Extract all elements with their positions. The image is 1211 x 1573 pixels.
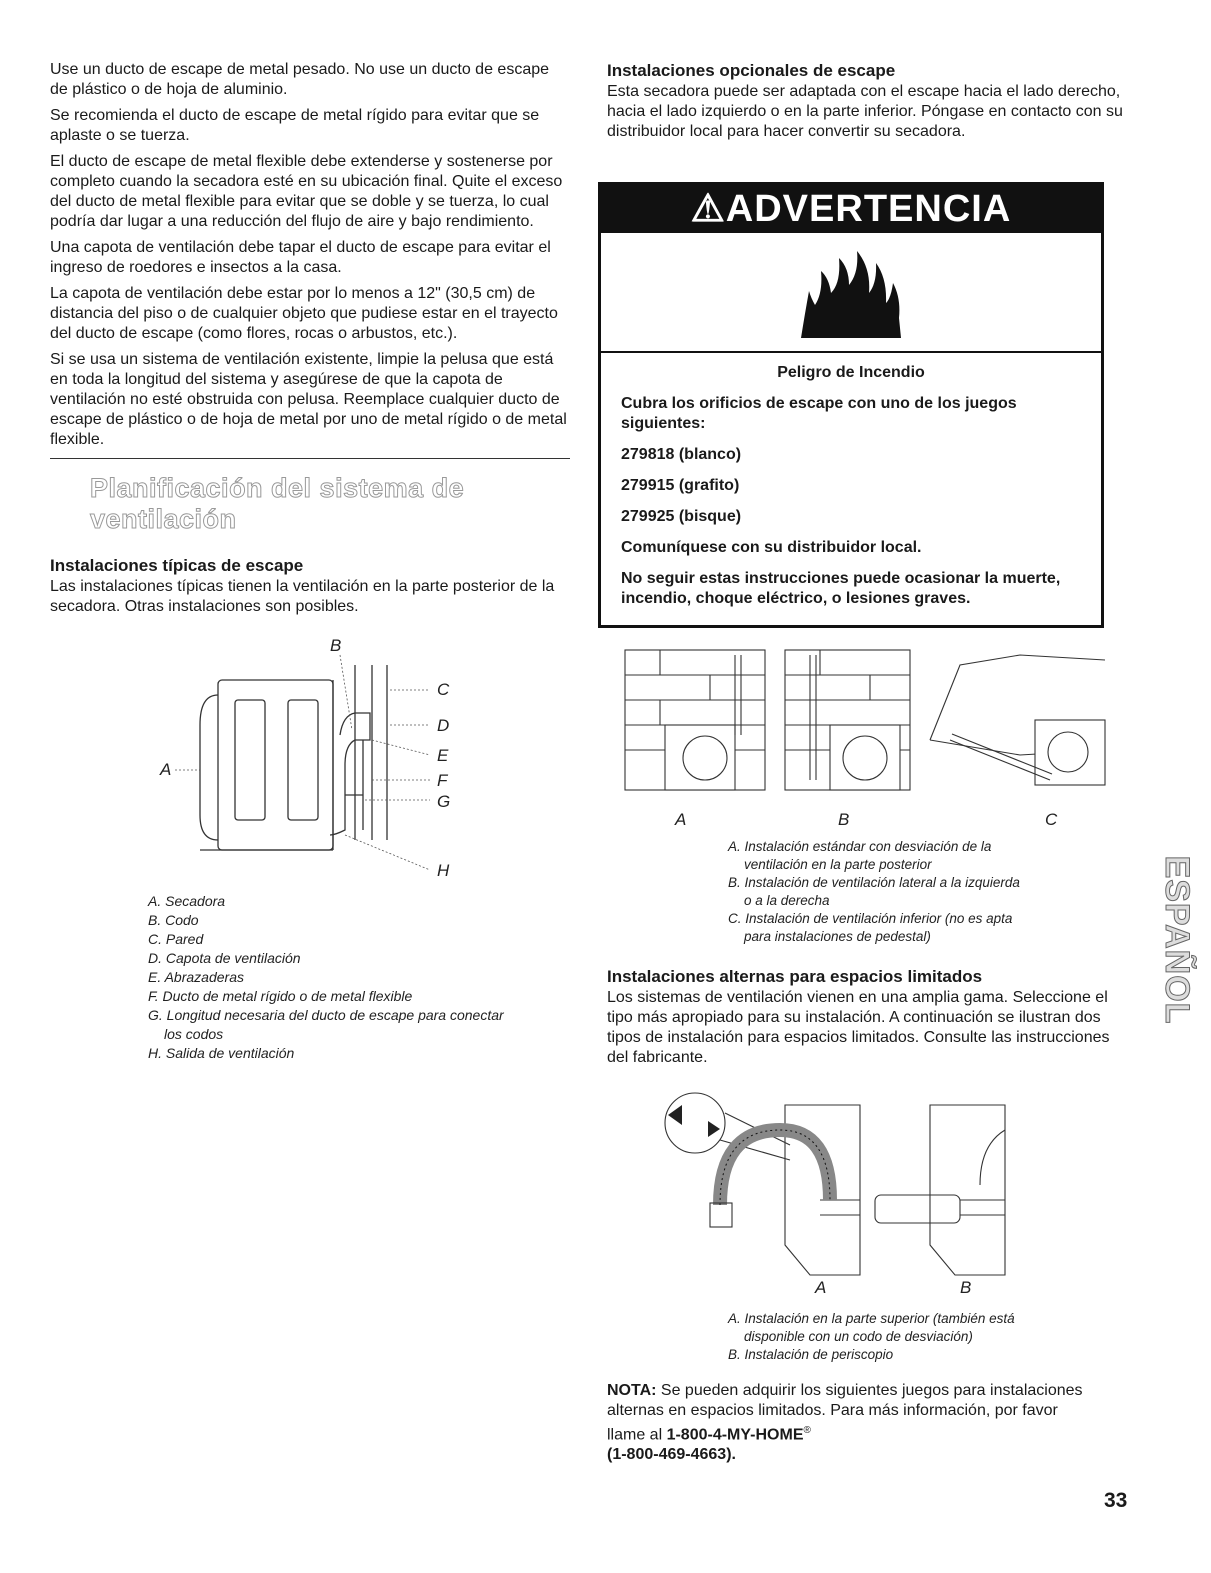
limited-legend <box>728 1310 1108 1364</box>
heading-optional: Instalaciones opcionales de escape <box>607 61 896 80</box>
fig-label-e: E <box>437 746 449 765</box>
fig-label-h: H <box>437 861 450 880</box>
legend-item: B. Instalación de periscopio <box>728 1347 894 1362</box>
fig-label-c: C <box>437 680 450 699</box>
legend-item: C. Instalación de ventilación inferior (no es apta <box>728 911 1013 926</box>
paragraph: Esta secadora puede ser adaptada con el escape hacia el lado derecho, hacia el lado izquierdo o en la parte inferior. Póngase en contacto con su distribuidor local para hacer convertir su secadora. <box>607 83 1123 140</box>
fig-label-d: D <box>437 716 450 735</box>
legend-item: o a la derecha <box>744 893 830 908</box>
legend-item: ventilación en la parte posterior <box>744 857 932 872</box>
options-legend <box>728 838 1108 946</box>
legend-item: G. Longitud necesaria del ducto de escape para conectar <box>148 1007 504 1023</box>
paragraph: La capota de ventilación debe estar por lo menos a 12" (30,5 cm) de distancia del piso o de cualquier objeto que pudiese estar en el trayecto del ducto de escape (como flores, rocas o arbustos, etc.). <box>50 285 558 342</box>
section-title: Planificación del sistema de ventilación <box>90 473 465 534</box>
paragraph: Use un ducto de escape de metal pesado. No use un ducto de escape de plástico o de hoja de aluminio. <box>50 61 550 98</box>
warning-text: No seguir estas instrucciones puede ocasionar la muerte, incendio, choque eléctrico, o lesiones graves. <box>621 570 1061 607</box>
paragraph: El ducto de escape de metal flexible debe extenderse y sostenerse por completo cuando la secadora esté en su ubicación final. Quite el exceso del ducto de metal flexible para evitar que se doble y se tuerza, lo cual podría dar lugar a una reducción del flujo de aire y bajo rendimiento. <box>50 153 563 230</box>
typical-legend <box>148 892 568 1063</box>
warning-triangle-icon: ⚠ <box>690 188 726 230</box>
fig-label-b: B <box>330 636 342 655</box>
legend-item: A. Secadora <box>148 893 226 909</box>
legend-item: E. Abrazaderas <box>148 969 244 985</box>
legend-item: C. Pared <box>148 931 204 947</box>
language-side-tab <box>1152 820 1198 1060</box>
kit-item: 279915 (grafito) <box>621 477 740 494</box>
warning-text: Cubra los orificios de escape con uno de los juegos siguientes: <box>621 395 1017 432</box>
fig-label-a: A <box>815 1278 827 1297</box>
fig-label-f: F <box>437 771 448 790</box>
kit-item: 279925 (bisque) <box>621 508 742 525</box>
fig-label-b: B <box>960 1278 972 1297</box>
legend-item: A. Instalación estándar con desviación de la <box>728 839 992 854</box>
legend-item: B. Codo <box>148 912 199 928</box>
paragraph: Las instalaciones típicas tienen la ventilación en la parte posterior de la secadora. Otras instalaciones son posibles. <box>50 578 555 615</box>
page-number: 33 <box>1104 1489 1128 1512</box>
right-column-top <box>607 60 1127 148</box>
note-paragraph <box>607 1381 1087 1465</box>
legend-item: H. Salida de ventilación <box>148 1045 295 1061</box>
left-column <box>50 60 570 623</box>
legend-item: F. Ducto de metal rígido o de metal flexible <box>148 988 413 1004</box>
paragraph: Una capota de ventilación debe tapar el ducto de escape para evitar el ingreso de roedores e insectos a la casa. <box>50 239 551 276</box>
limited-space-diagram <box>660 1085 1040 1300</box>
registered-mark: ® <box>803 1425 811 1436</box>
language-tab-label: ESPAÑOL <box>1158 855 1197 1025</box>
warning-header <box>601 185 1101 233</box>
phone-number: 1-800-4-MY-HOME <box>666 1426 804 1444</box>
heading-alt: Instalaciones alternas para espacios limitados <box>607 967 983 986</box>
warning-text: Comuníquese con su distribuidor local. <box>621 539 922 556</box>
legend-item: B. Instalación de ventilación lateral a la izquierda <box>728 875 1020 890</box>
legend-item: para instalaciones de pedestal) <box>744 929 931 944</box>
installation-options-diagram <box>620 640 1110 830</box>
legend-item: los codos <box>164 1026 224 1042</box>
fig-label-a: A <box>160 760 172 779</box>
phone-number-alt: (1-800-469-4663). <box>607 1446 736 1464</box>
fig-label-a: A <box>675 810 687 829</box>
legend-item: disponible con un codo de desviación) <box>744 1329 973 1344</box>
fire-hazard-area <box>601 233 1101 353</box>
legend-item: A. Instalación en la parte superior (también está <box>728 1311 1015 1326</box>
legend-item: D. Capota de ventilación <box>148 950 301 966</box>
fig-label-c: C <box>1045 810 1058 829</box>
heading-typical: Instalaciones típicas de escape <box>50 556 304 575</box>
hazard-title: Peligro de Incendio <box>777 364 925 381</box>
typical-exhaust-diagram <box>140 635 470 880</box>
note-label: NOTA: <box>607 1382 657 1399</box>
kit-item: 279818 (blanco) <box>621 446 742 463</box>
paragraph: Los sistemas de ventilación vienen en una amplia gama. Seleccione el tipo más apropiado para su instalación. A continuación se ilustran dos tipos de instalación para espacios limitados. Consulte las instrucciones del fabricante. <box>607 989 1110 1066</box>
warning-box <box>598 182 1104 628</box>
paragraph: Se recomienda el ducto de escape de metal rígido para evitar que se aplaste o se tuerza. <box>50 107 540 144</box>
note-text: Se pueden adquirir los siguientes juegos para instalaciones alternas en espacios limitados. Para más información, por favor llame al <box>607 1382 1083 1444</box>
paragraph: Si se usa un sistema de ventilación existente, limpie la pelusa que está en toda la longitud del sistema y asegúrese de que la capota de ventilación no esté obstruida con pelusa. Reemplace cualquier ducto de escape de plástico o de hoja de metal por uno de metal rígido o de metal flexible. <box>50 351 567 448</box>
warning-title: ADVERTENCIA <box>725 188 1012 230</box>
fig-label-g: G <box>437 792 451 811</box>
fire-icon <box>791 243 911 343</box>
divider <box>50 458 570 459</box>
fig-label-b: B <box>838 810 850 829</box>
warning-body <box>601 353 1101 609</box>
alt-section <box>607 966 1127 1074</box>
